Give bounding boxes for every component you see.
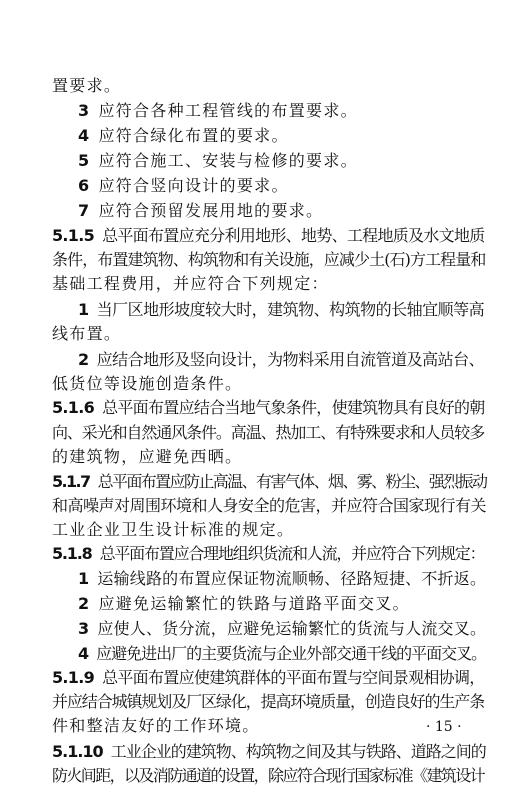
list-item: 5 应符合施工、安装与检修的要求。	[78, 151, 358, 170]
text-line: 基础工程费用，并应符合下列规定：	[52, 274, 329, 293]
text-line: 线布置。	[52, 324, 122, 343]
text-line: 和高噪声对周围环境和人身安全的危害，并应符合国家现行有关	[52, 496, 487, 515]
clause-heading: 5.1.6 总平面布置应结合当地气象条件，使建筑物具有良好的朝	[52, 398, 485, 417]
text-line: 并应结合城镇规划及厂区绿化，提高环境质量，创造良好的生产条	[52, 692, 485, 711]
text-line: 防火间距，以及消防通道的设置，除应符合现行国家标准《建筑设计	[52, 766, 485, 785]
list-item: 1 运输线路的布置应保证物流顺畅、径路短捷、不折返。	[78, 569, 487, 588]
list-item: 4 应符合绿化布置的要求。	[78, 126, 289, 145]
list-item: 7 应符合预留发展用地的要求。	[78, 201, 324, 220]
list-item: 3 应符合各种工程管线的布置要求。	[78, 101, 358, 120]
page-number: · 15 ·	[426, 719, 462, 735]
clause-heading: 5.1.8 总平面布置应合理地组织货流和人流，并应符合下列规定：	[52, 544, 485, 563]
list-item: 1 当厂区地形坡度较大时，建筑物、构筑物的长轴宜顺等高	[78, 300, 485, 319]
text-line: 条件，布置建筑物、构筑物和有关设施，应减少土(石)方工程量和	[52, 250, 486, 269]
list-item: 2 应避免运输繁忙的铁路与道路平面交叉。	[78, 594, 410, 613]
clause-heading: 5.1.9 总平面布置应使建筑群体的平面布置与空间景观相协调，	[52, 668, 485, 687]
text-line: 工业企业卫生设计标准的规定。	[52, 520, 295, 539]
list-item: 3 应使人、货分流，应避免运输繁忙的货流与人流交叉。	[78, 619, 487, 638]
clause-heading: 5.1.10 工业企业的建筑物、构筑物之间及其与铁路、道路之间的	[52, 742, 486, 761]
text-line: 向、采光和自然通风条件。高温、热加工、有特殊要求和人员较多	[52, 423, 485, 442]
list-item: 2 应结合地形及竖向设计，为物料采用自流管道及高站台、	[78, 350, 485, 369]
clause-heading: 5.1.5 总平面布置应充分利用地形、地势、工程地质及水文地质	[52, 226, 485, 245]
text-line: 低货位等设施创造条件。	[52, 374, 243, 393]
text-line: 置要求。	[52, 76, 122, 95]
text-line: 件和整洁友好的工作环境。	[52, 716, 260, 735]
text-line: 的建筑物，应避免西晒。	[52, 447, 243, 466]
clause-heading: 5.1.7 总平面布置应防止高温、有害气体、烟、雾、粉尘、强烈振动	[52, 472, 487, 491]
list-item: 6 应符合竖向设计的要求。	[78, 176, 289, 195]
list-item: 4 应避免进出厂的主要货流与企业外部交通干线的平面交叉。	[78, 644, 487, 663]
